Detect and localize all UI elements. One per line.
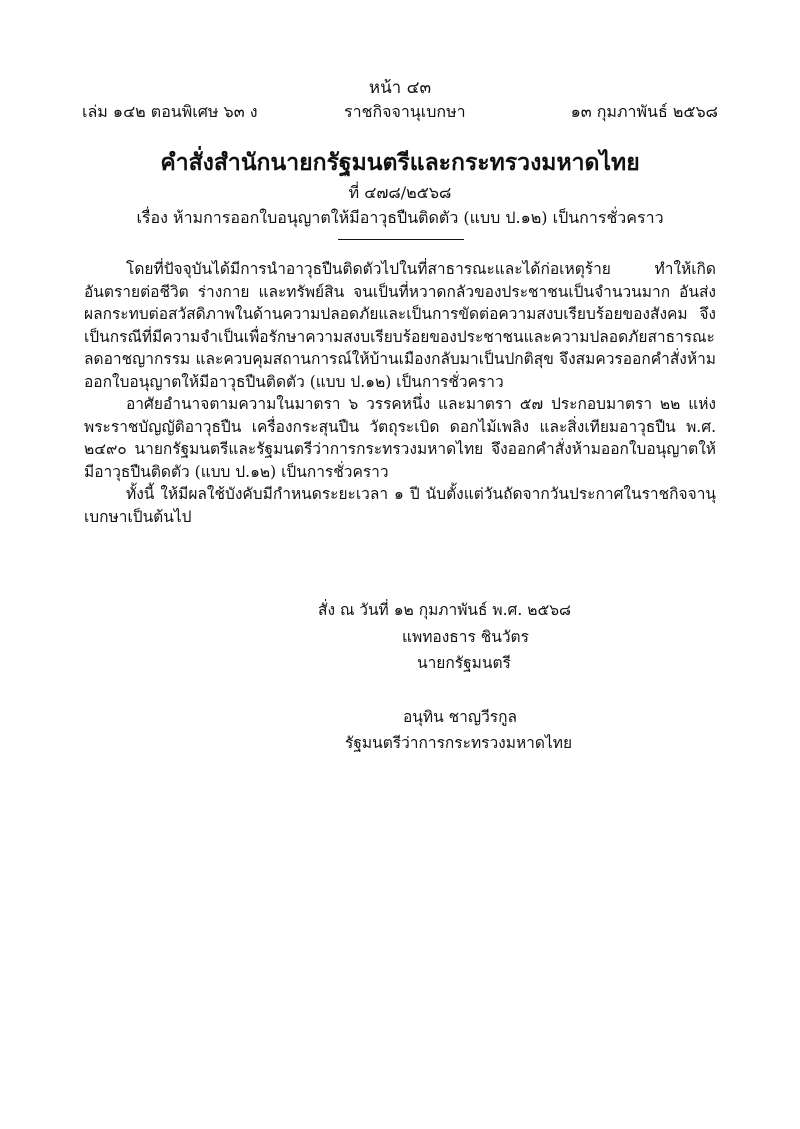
- order-body: [84, 258, 716, 528]
- signer-1-title: นายกรัฐมนตรี: [417, 654, 511, 672]
- signer-1-name: แพทองธาร ชินวัตร: [402, 628, 529, 646]
- signer-2-name: อนุทิน ชาญวีรกูล: [403, 708, 517, 726]
- issue-date-line: สั่ง ณ วันที่ ๑๒ กุมภาพันธ์ พ.ศ. ๒๕๖๘: [318, 601, 571, 619]
- order-title: คำสั่งสำนักนายกรัฐมนตรีและกระทรวงมหาดไทย: [160, 149, 640, 176]
- title-divider: [338, 239, 464, 240]
- publication-date: ๑๓ กุมภาพันธ์ ๒๕๖๘: [570, 102, 718, 121]
- order-number: ที่ ๔๗๘/๒๕๖๘: [348, 183, 452, 202]
- volume-info: เล่ม ๑๔๒ ตอนพิเศษ ๖๓ ง: [82, 102, 258, 121]
- order-subject: เรื่อง ห้ามการออกใบอนุญาตให้มีอาวุธปืนติดตัว (แบบ ป.๑๒) เป็นการชั่วคราว: [136, 208, 664, 227]
- page-number: หน้า ๔๓: [368, 78, 432, 98]
- signer-2-title: รัฐมนตรีว่าการกระทรวงมหาดไทย: [345, 734, 573, 752]
- body-paragraph-3: ทั้งนี้ ให้มีผลใช้บังคับมีกำหนดระยะเวลา ๑ ปี นับตั้งแต่วันถัดจากวันประกาศในราชกิจจานุเบกษาเป็นต้นไป: [84, 485, 716, 526]
- publication-name: ราชกิจจานุเบกษา: [344, 102, 466, 121]
- body-paragraph-2: อาศัยอำนาจตามความในมาตรา ๖ วรรคหนึ่ง และมาตรา ๕๗ ประกอบมาตรา ๒๒ แห่งพระราชบัญญัติอาวุธปืน เครื่องกระสุนปืน วัตถุระเบิด ดอกไม้เพลิง และสิ่งเทียมอาวุธปืน พ.ศ. ๒๔๙๐ นายกรัฐมนตรีและรัฐมนตรีว่าการกระทรวงมหาดไทย จึงออกคำสั่งห้ามออกใบอนุญาตให้มีอาวุธปืนติดตัว (แบบ ป.๑๒) เป็นการชั่วคราว: [84, 395, 716, 481]
- body-paragraph-1: โดยที่ปัจจุบันได้มีการนำอาวุธปืนติดตัวไปในที่สาธารณะและได้ก่อเหตุร้าย ทำให้เกิดอันตรายต่อชีวิต ร่างกาย และทรัพย์สิน จนเป็นที่หวาดกลัวของประชาชนเป็นจำนวนมาก อันส่งผลกระทบต่อสวัสดิภาพในด้านความปลอดภัยและเป็นการขัดต่อความสงบเรียบร้อยของสังคม จึงเป็นกรณีที่มีความจำเป็นเพื่อรักษาความสงบเรียบร้อยของประชาชนและความปลอดภัยสาธารณะ ลดอาชญากรรม และควบคุมสถานการณ์ให้บ้านเมืองกลับมาเป็นปกติสุข จึงสมควรออกคำสั่งห้ามออกใบอนุญาตให้มีอาวุธปืนติดตัว (แบบ ป.๑๒) เป็นการชั่วคราว: [84, 260, 716, 391]
- gazette-header: [82, 100, 718, 122]
